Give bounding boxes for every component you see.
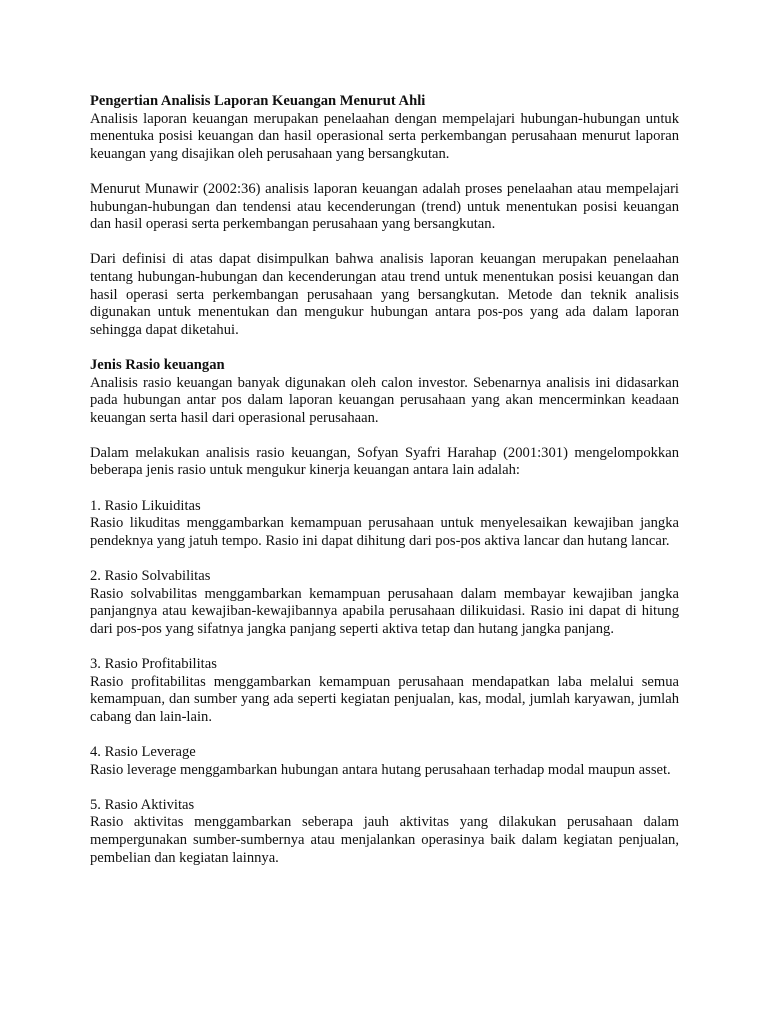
ratio-title: 2. Rasio Solvabilitas xyxy=(90,568,211,585)
ratio-description: Rasio profitabilitas menggambarkan kemampuan perusahaan mendapatkan laba melalui semua kemampuan, dan sumber yang ada seperti kegiatan penjualan, kas, modal, jumlah karyawan, jumlah cabang dan lain-lain. xyxy=(90,673,679,725)
ratio-description: Rasio likuditas menggambarkan kemampuan perusahaan untuk menyelesaikan kewajiban jangka pendeknya yang jatuh tempo. Rasio ini dapat dihitung dari pos-pos aktiva lancar dan hutang lancar. xyxy=(90,515,679,549)
spacer xyxy=(90,779,679,797)
spacer xyxy=(90,163,679,181)
spacer xyxy=(90,726,679,744)
paragraph: Dalam melakukan analisis rasio keuangan, Sofyan Syafri Harahap (2001:301) mengelompokkan beberapa jenis rasio untuk mengukur kinerja keuangan antara lain adalah: xyxy=(90,444,679,479)
ratio-title: 5. Rasio Aktivitas xyxy=(90,796,195,813)
paragraph: Dari definisi di atas dapat disimpulkan bahwa analisis laporan keuangan merupakan penelaahan tentang hubungan-hubungan dan kecenderungan atau trend untuk menentukan posisi keuangan dan hasil operasi serta perkembangan perusahaan yang bersangkutan. Metode dan teknik analisis digunakan untuk menentukan dan mengukur hubungan antara pos-pos yang ada dalam laporan sehingga dapat diketahui. xyxy=(90,251,679,338)
ratio-description: Rasio solvabilitas menggambarkan kemampuan perusahaan dalam membayar kewajiban jangka panjangnya atau kewajiban-kewajibannya apabila perusahaan dilikuidasi. Rasio ini dapat di hitung dari pos-pos yang sifatnya jangka panjang seperti aktiva tetap dan hutang jangka panjang. xyxy=(90,585,679,637)
ratio-description: Rasio aktivitas menggambarkan seberapa jauh aktivitas yang dilakukan perusahaan dalam mempergunakan sumber-sumbernya atau menjalankan operasinya baik dalam kegiatan penjualan, pembelian dan kegiatan lainnya. xyxy=(90,814,679,866)
paragraph: Menurut Munawir (2002:36) analisis laporan keuangan adalah proses penelaahan atau mempelajari hubungan-hubungan dan tendensi atau kecenderungan (trend) untuk menentukan posisi keuangan dan hasil operasi serta perkembangan perusahaan yang bersangkutan. xyxy=(90,180,679,233)
spacer xyxy=(90,427,679,445)
ratio-title: 1. Rasio Likuiditas xyxy=(90,497,201,514)
spacer xyxy=(90,480,679,498)
paragraph: Analisis rasio keuangan banyak digunakan oleh calon investor. Sebenarnya analisis ini didasarkan pada hubungan antar pos dalam laporan keuangan perusahaan yang akan mencerminkan keadaan keuangan serta hasil dari operasional perusahaan. xyxy=(90,374,679,426)
spacer xyxy=(90,234,679,252)
ratio-title: 3. Rasio Profitabilitas xyxy=(90,656,217,672)
section-heading: Pengertian Analisis Laporan Keuangan Menurut Ahli xyxy=(90,93,426,109)
section-heading: Jenis Rasio keuangan xyxy=(90,356,225,373)
spacer xyxy=(90,638,679,656)
spacer xyxy=(90,550,679,568)
paragraph: Analisis laporan keuangan merupakan penelaahan dengan mempelajari hubungan-hubungan untuk menentuka posisi keuangan dan hasil operasional serta perkembangan perusahaan menurut laporan keuangan yang disajikan oleh perusahaan yang bersangkutan. xyxy=(90,110,679,162)
spacer xyxy=(90,339,679,357)
ratio-description: Rasio leverage menggambarkan hubungan antara hutang perusahaan terhadap modal maupun asset. xyxy=(90,761,671,778)
ratio-title: 4. Rasio Leverage xyxy=(90,743,196,760)
